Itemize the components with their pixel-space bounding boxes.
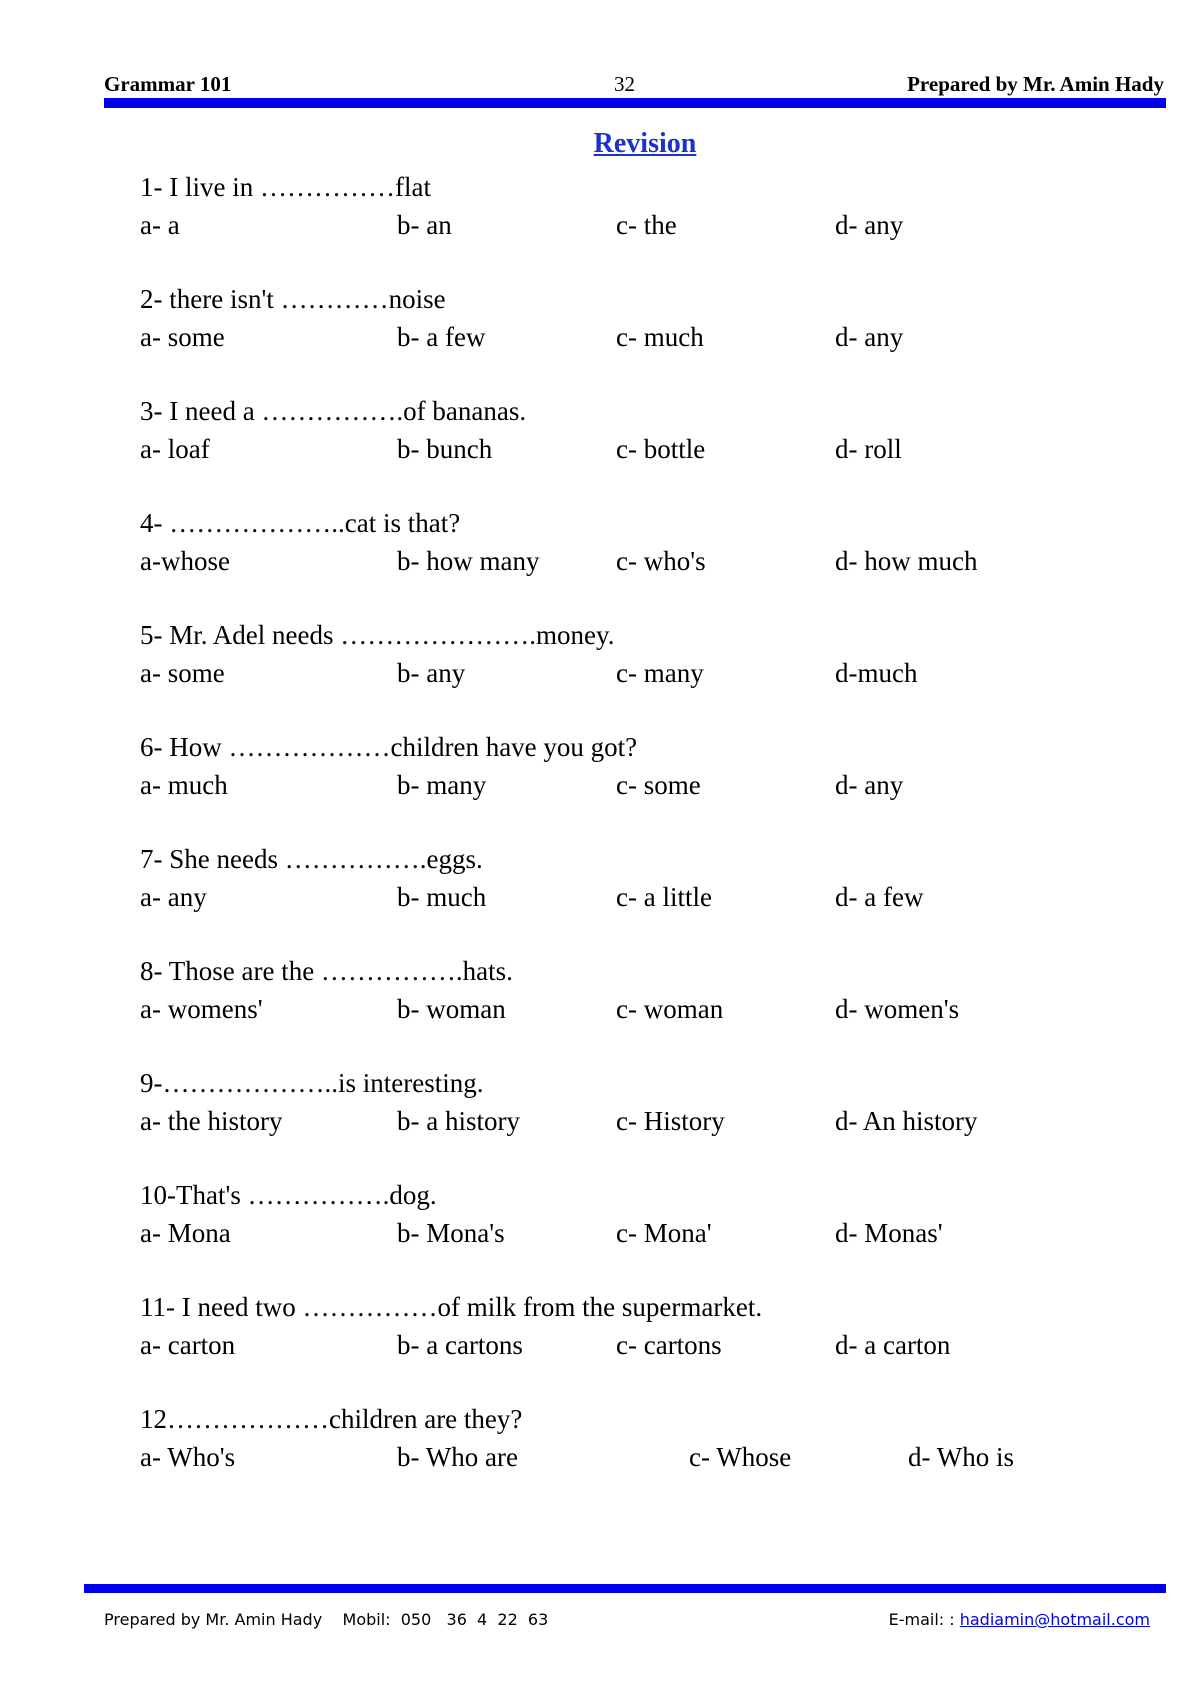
option-c: c- woman	[616, 994, 724, 1024]
question-12	[140, 1400, 1140, 1476]
question-5	[140, 616, 1140, 692]
option-b: b- many	[397, 770, 487, 800]
option-b: b- an	[397, 210, 452, 240]
option-a: a- any	[140, 882, 207, 912]
option-d: d-much	[835, 658, 918, 688]
option-d: d- a few	[835, 882, 924, 912]
question-text: 4- ………………..cat is that?	[140, 508, 461, 538]
answer-options	[140, 206, 1140, 244]
question-7	[140, 840, 1140, 916]
option-c: c- a little	[616, 882, 712, 912]
question-text: 5- Mr. Adel needs ………………….money.	[140, 620, 615, 650]
option-a: a- a	[140, 210, 180, 240]
option-a: a- carton	[140, 1330, 236, 1360]
answer-options	[140, 1326, 1140, 1364]
question-text: 10-That's …………….dog.	[140, 1180, 437, 1210]
question-text: 2- there isn't …………noise	[140, 284, 446, 314]
option-b: b- how many	[397, 546, 540, 576]
option-d: d- Monas'	[835, 1218, 943, 1248]
answer-options	[140, 1214, 1140, 1252]
option-b: b- a cartons	[397, 1330, 523, 1360]
option-a: a- much	[140, 770, 228, 800]
page-header	[104, 72, 1164, 98]
question-11	[140, 1288, 1140, 1364]
question-text: 12………………children are they?	[140, 1404, 523, 1434]
option-c: c- Whose	[689, 1442, 792, 1472]
footer-email-link[interactable]: hadiamin@hotmail.com	[959, 1610, 1150, 1629]
option-d: d- any	[835, 322, 904, 352]
footer-email-colon: :	[949, 1610, 955, 1629]
question-9	[140, 1064, 1140, 1140]
header-course-title: Grammar 101	[104, 72, 232, 96]
footer-author-mobile: Prepared by Mr. Amin Hady Mobil: 050 36 4 22 63	[104, 1610, 549, 1629]
option-b: b- Mona's	[397, 1218, 505, 1248]
option-c: c- Mona'	[616, 1218, 712, 1248]
question-text: 8- Those are the …………….hats.	[140, 956, 513, 986]
option-a: a- Who's	[140, 1442, 236, 1472]
option-d: d- roll	[835, 434, 902, 464]
question-1	[140, 168, 1140, 244]
option-c: c- History	[616, 1106, 725, 1136]
option-b: b- woman	[397, 994, 506, 1024]
option-c: c- some	[616, 770, 701, 800]
answer-options	[140, 766, 1140, 804]
option-c: c- many	[616, 658, 704, 688]
answer-options	[140, 1102, 1140, 1140]
question-6	[140, 728, 1140, 804]
footer-email-label: E-mail:	[888, 1610, 950, 1629]
option-c: c- who's	[616, 546, 706, 576]
option-b: b- any	[397, 658, 466, 688]
option-c: c- much	[616, 322, 704, 352]
question-2	[140, 280, 1140, 356]
question-8	[140, 952, 1140, 1028]
option-a: a- some	[140, 322, 225, 352]
question-text: 7- She needs …………….eggs.	[140, 844, 483, 874]
header-author: Prepared by Mr. Amin Hady	[907, 72, 1164, 96]
option-b: b- bunch	[397, 434, 493, 464]
option-a: a- loaf	[140, 434, 210, 464]
footer-email-block	[889, 1610, 1150, 1629]
page-footer	[104, 1610, 1150, 1634]
option-d: d- Who is	[908, 1442, 1014, 1472]
answer-options	[140, 654, 1140, 692]
question-text: 3- I need a …………….of bananas.	[140, 396, 527, 426]
answer-options	[140, 430, 1140, 468]
answer-options	[140, 318, 1140, 356]
option-a: a- some	[140, 658, 225, 688]
question-text: 9-………………..is interesting.	[140, 1068, 484, 1098]
question-text: 6- How ………………children have you got?	[140, 732, 638, 762]
question-text: 11- I need two ……………of milk from the supermarket.	[140, 1292, 763, 1322]
option-a: a- womens'	[140, 994, 263, 1024]
question-text: 1- I live in ……………flat	[140, 172, 431, 202]
option-b: b- much	[397, 882, 487, 912]
answer-options	[140, 1438, 1140, 1476]
option-d: d- women's	[835, 994, 960, 1024]
question-3	[140, 392, 1140, 468]
option-a: a- Mona	[140, 1218, 231, 1248]
option-a: a- the history	[140, 1106, 283, 1136]
header-page-number: 32	[614, 72, 635, 96]
option-b: b- a history	[397, 1106, 520, 1136]
answer-options	[140, 542, 1140, 580]
footer-rule	[84, 1584, 1166, 1593]
option-a: a-whose	[140, 546, 230, 576]
option-d: d- a carton	[835, 1330, 951, 1360]
answer-options	[140, 990, 1140, 1028]
option-c: c- bottle	[616, 434, 706, 464]
option-b: b- Who are	[397, 1442, 518, 1472]
option-b: b- a few	[397, 322, 486, 352]
option-c: c- the	[616, 210, 677, 240]
option-c: c- cartons	[616, 1330, 722, 1360]
page-title: Revision	[593, 128, 697, 159]
answer-options	[140, 878, 1140, 916]
option-d: d- how much	[835, 546, 978, 576]
question-10	[140, 1176, 1140, 1252]
option-d: d- An history	[835, 1106, 978, 1136]
question-4	[140, 504, 1140, 580]
header-rule	[104, 98, 1166, 108]
option-d: d- any	[835, 770, 904, 800]
option-d: d- any	[835, 210, 904, 240]
